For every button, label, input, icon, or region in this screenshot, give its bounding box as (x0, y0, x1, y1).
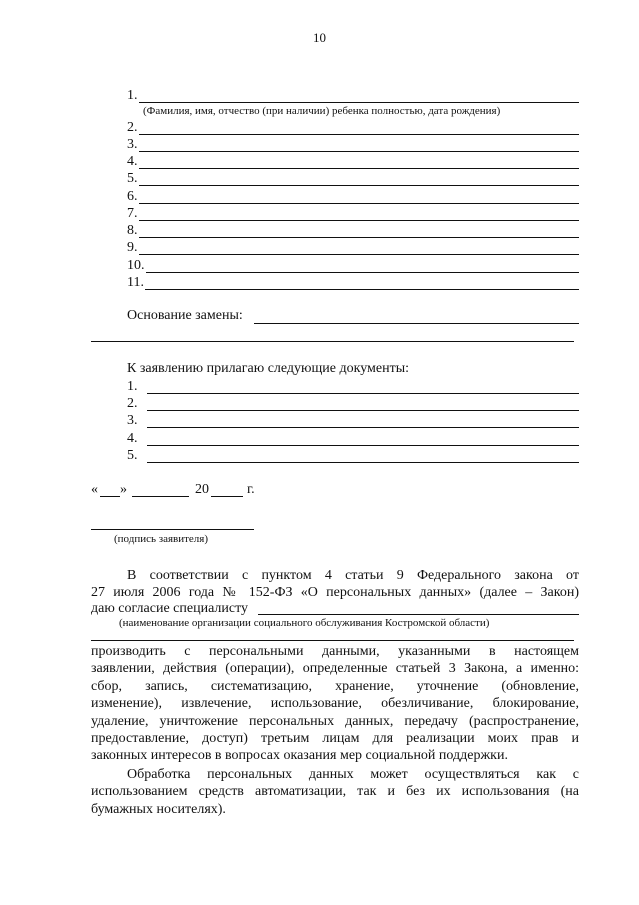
document-line-1 (127, 377, 579, 394)
documents-heading: К заявлению прилагаю следующие документы: (127, 361, 410, 376)
child-line-10 (127, 256, 579, 273)
paragraph-line: производить с персональными данными, указанными в настоящем (91, 644, 579, 659)
year-suffix: г. (247, 482, 255, 497)
line-number: 11. (127, 275, 144, 290)
signature-line (91, 529, 254, 530)
document-line-4 (127, 429, 579, 446)
month-blank (132, 496, 189, 497)
document-line-3 (127, 411, 579, 428)
line-number: 2. (127, 120, 138, 135)
paragraph-line: бумажных носителях). (91, 801, 226, 817)
paragraph-line: законных интересов в вопросах оказания мер социальной поддержки. (91, 748, 508, 764)
child-line-5 (127, 169, 579, 186)
line-number: 4. (127, 154, 138, 169)
paragraph-line: удаление, уничтожение персональных данных, передачу (распространение, (91, 713, 579, 729)
line-number: 5. (127, 171, 138, 186)
blank-line (139, 207, 580, 221)
blank-line (147, 380, 579, 394)
signature-caption: (подпись заявителя) (114, 533, 209, 545)
blank-line (147, 414, 579, 428)
child-line-7 (127, 204, 579, 221)
line-number: 3. (127, 413, 138, 428)
line-number: 2. (127, 396, 138, 411)
year-prefix: 20 (195, 482, 209, 497)
page-number: 10 (313, 30, 326, 45)
blank-line (139, 89, 580, 103)
document-line-2 (127, 394, 579, 411)
line-number: 10. (127, 258, 145, 273)
line-number: 6. (127, 189, 138, 204)
child-line-4 (127, 152, 579, 169)
close-quote: » (120, 482, 127, 497)
paragraph-line: заявлении, действия (операции), определенные статьей 3 Закона, а именно: (91, 661, 579, 677)
blank-line (147, 397, 579, 411)
blank-line (139, 241, 580, 255)
child-line-3 (127, 135, 579, 152)
blank-line (147, 432, 579, 446)
organization-blank-line (258, 614, 579, 615)
child-line-1 (127, 86, 579, 103)
blank-line (139, 172, 580, 186)
child-line-11 (127, 273, 579, 290)
line-number: 1. (127, 379, 138, 394)
blank-line (139, 155, 580, 169)
paragraph-line: изменение), извлечение, использование, обезличивание, блокирование, (91, 696, 579, 712)
child-caption: (Фамилия, имя, отчество (при наличии) ребенка полностью, дата рождения) (143, 105, 501, 117)
line-number: 5. (127, 448, 138, 463)
blank-line (146, 259, 580, 273)
consent-line-3: даю согласие специалисту (91, 601, 249, 616)
paragraph-line: Обработка персональных данных может осуществляться как с (127, 767, 579, 782)
line-number: 8. (127, 223, 138, 238)
line-number: 3. (127, 137, 138, 152)
organization-caption: (наименование организации социального обслуживания Костромской области) (119, 617, 490, 629)
processing-paragraph (91, 766, 579, 818)
organization-blank-line-2 (91, 640, 574, 641)
paragraph-line: использованием средств автоматизации, так и без их использования (на (91, 784, 579, 800)
blank-line (139, 121, 580, 135)
blank-line (147, 449, 579, 463)
line-number: 7. (127, 206, 138, 221)
consent-line-1: В соответствии с пунктом 4 статьи 9 Федерального закона от (127, 568, 579, 583)
consent-paragraph (91, 643, 579, 765)
basis-blank-line (254, 323, 579, 324)
blank-line (139, 190, 580, 204)
day-blank (100, 496, 120, 497)
basis-blank-line-2 (91, 341, 574, 342)
document-line-5 (127, 446, 579, 463)
line-number: 1. (127, 88, 138, 103)
child-line-2 (127, 118, 579, 135)
paragraph-line: сбор, запись, систематизацию, хранение, уточнение (обновление, (91, 678, 579, 694)
child-line-6 (127, 187, 579, 204)
basis-label: Основание замены: (127, 308, 243, 323)
child-line-9 (127, 238, 579, 255)
child-line-8 (127, 221, 579, 238)
year-blank (211, 496, 243, 497)
blank-line (145, 276, 579, 290)
line-number: 9. (127, 240, 138, 255)
open-quote: « (91, 482, 98, 497)
line-number: 4. (127, 431, 138, 446)
date-line (91, 482, 291, 499)
consent-line-2: 27 июля 2006 года № 152-ФЗ «О персональных данных» (далее – Закон) (91, 585, 579, 600)
blank-line (139, 138, 580, 152)
paragraph-line: предоставление, доступ) третьим лицам для реализации моих прав и (91, 730, 579, 746)
blank-line (139, 224, 580, 238)
